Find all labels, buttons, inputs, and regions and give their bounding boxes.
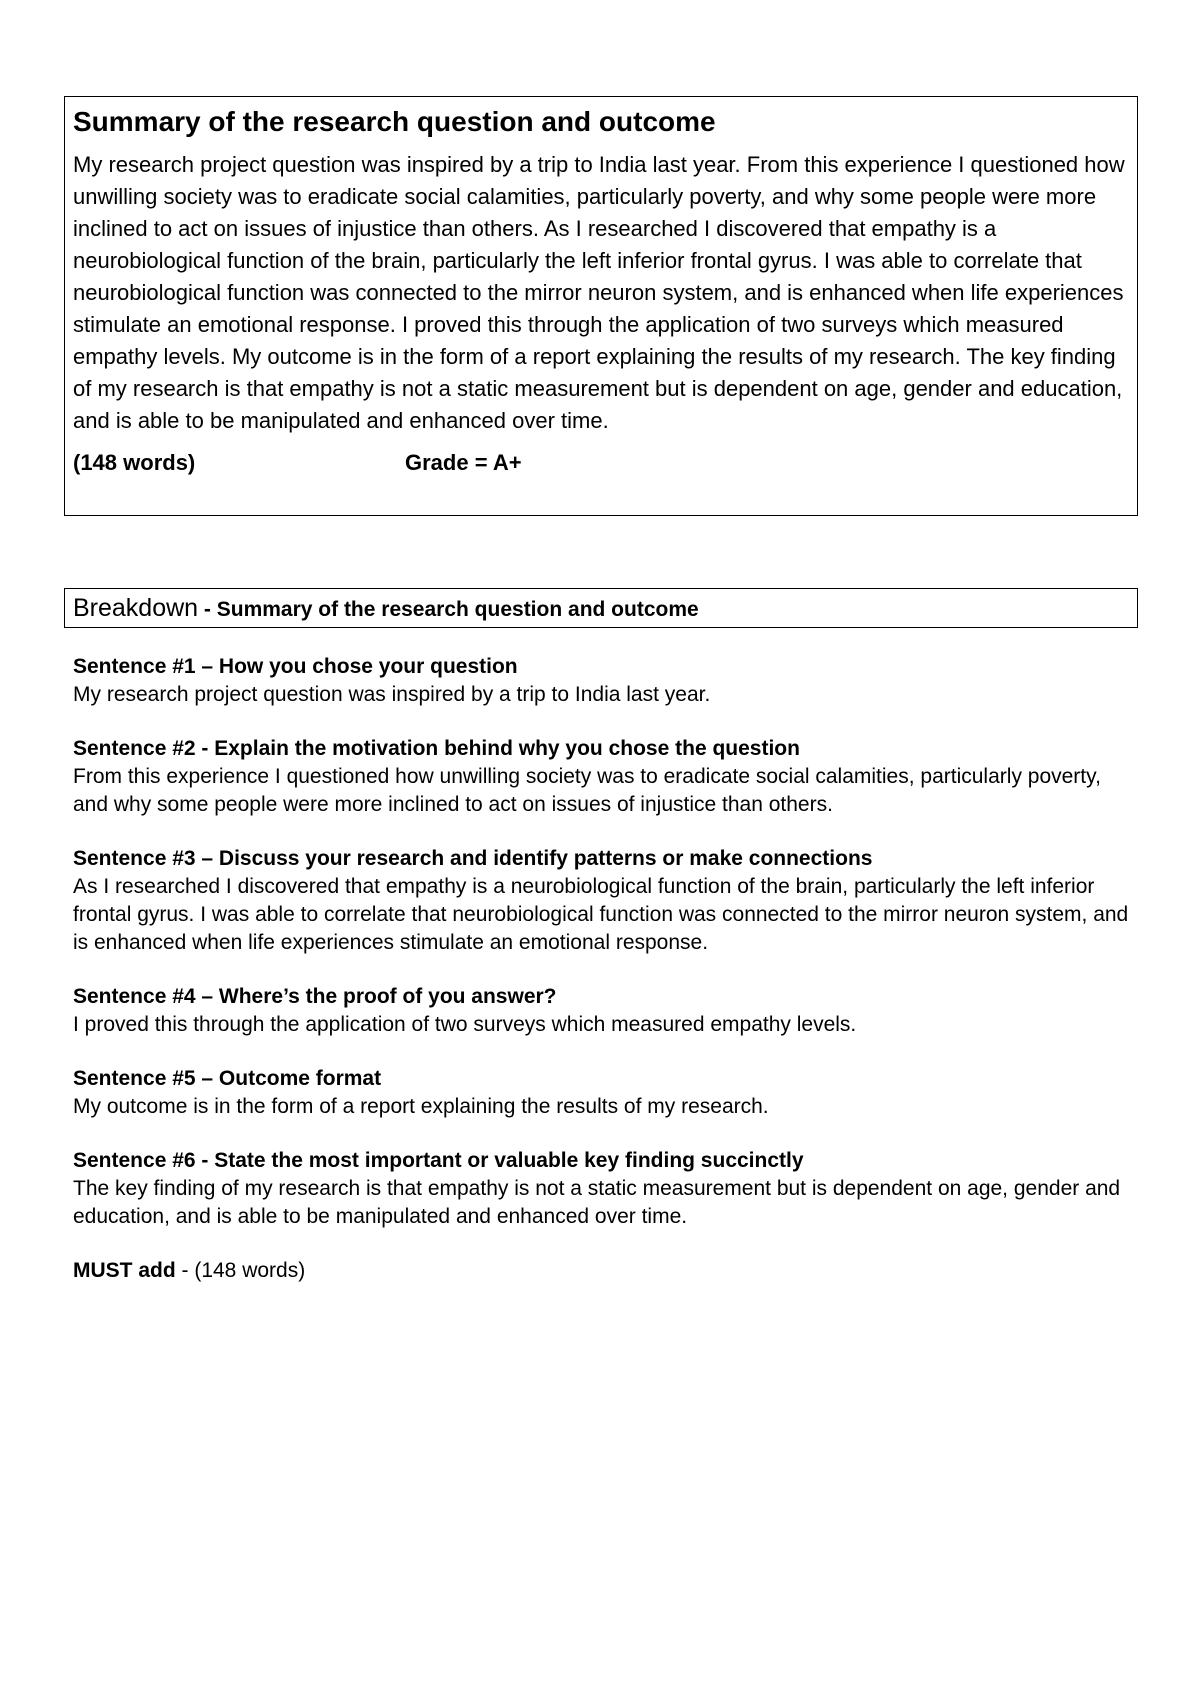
sentence-text: As I researched I discovered that empathy is a neurobiological function of the brain, particularly the left inferior frontal gyrus. I was able to correlate that neurobiological function was connected to the mirror neuron system, and is enhanced when life experiences stimulate an emotional response. (73, 875, 1129, 954)
breakdown-sections (73, 653, 1133, 1285)
sentence-text: I proved this through the application of two surveys which measured empathy levels. (73, 1013, 857, 1036)
summary-box (64, 96, 1138, 516)
sentence-heading: Sentence #5 – Outcome format (73, 1067, 382, 1090)
grade: Grade = A+ (405, 450, 522, 475)
sentence-section-1 (73, 653, 1133, 709)
sentence-section-5 (73, 1065, 1133, 1121)
sentence-heading: Sentence #3 – Discuss your research and identify patterns or make connections (73, 847, 873, 870)
sentence-section-2 (73, 735, 1133, 819)
sentence-heading: Sentence #1 – How you chose your question (73, 655, 518, 678)
sentence-text: The key finding of my research is that empathy is not a static measurement but is dependent on age, gender and education, and is able to be manipulated and enhanced over time. (73, 1177, 1121, 1228)
sentence-section-6 (73, 1147, 1133, 1231)
breakdown-subtitle: - Summary of the research question and outcome (198, 598, 699, 621)
summary-body: My research project question was inspired by a trip to India last year. From this experience I questioned how unwilling society was to eradicate social calamities, particularly poverty, and why some people were more inclined to act on issues of injustice than others. As I researched I discovered that empathy is a neurobiological function of the brain, particularly the left inferior frontal gyrus. I was able to correlate that neurobiological function was connected to the mirror neuron system, and is enhanced when life experiences stimulate an emotional response. I proved this through the application of two surveys which measured empathy levels. My outcome is in the form of a report explaining the results of my research. The key finding of my research is that empathy is not a static measurement but is dependent on age, gender and education, and is able to be manipulated and enhanced over time. (73, 152, 1125, 433)
sentence-text: From this experience I questioned how unwilling society was to eradicate social calamities, particularly poverty, and why some people were more inclined to act on issues of injustice than others. (73, 765, 1101, 816)
sentence-heading: Sentence #4 – Where’s the proof of you answer? (73, 985, 557, 1008)
must-add-label: MUST add (73, 1259, 176, 1282)
breakdown-header (64, 588, 1138, 628)
breakdown-label: Breakdown (73, 594, 199, 622)
must-add-text: - (148 words) (175, 1259, 306, 1282)
must-add-note (73, 1257, 1133, 1285)
summary-footer (73, 447, 1128, 479)
sentence-heading: Sentence #6 - State the most important or valuable key finding succinctly (73, 1149, 804, 1172)
sentence-section-3 (73, 845, 1133, 957)
sentence-text: My outcome is in the form of a report explaining the results of my research. (73, 1095, 769, 1118)
sentence-section-4 (73, 983, 1133, 1039)
sentence-heading: Sentence #2 - Explain the motivation behind why you chose the question (73, 737, 800, 760)
summary-title: Summary of the research question and outcome (73, 106, 716, 137)
word-count: (148 words) (73, 450, 196, 475)
sentence-text: My research project question was inspired by a trip to India last year. (73, 683, 711, 706)
